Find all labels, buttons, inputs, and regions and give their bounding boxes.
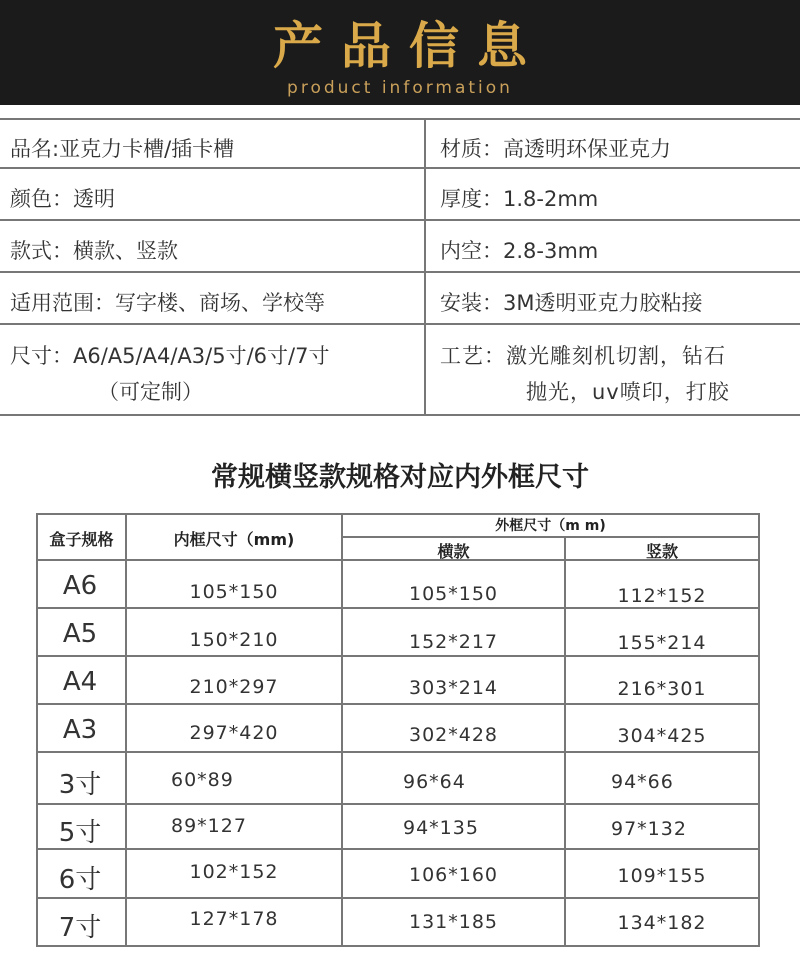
- divider: [36, 607, 760, 609]
- inner-cell: 102*152: [189, 861, 279, 883]
- header-outer-size: 外框尺寸（m m): [495, 518, 606, 534]
- divider: [36, 897, 760, 899]
- info-row: [0, 118, 800, 166]
- spec-cell: A5: [62, 619, 98, 649]
- header-horizontal: 横款: [437, 542, 470, 561]
- info-row: [0, 271, 800, 323]
- craft: [440, 340, 730, 406]
- craft-line-2: 抛光，uv喷印，打胶: [526, 380, 730, 404]
- inner-cell: 210*297: [189, 676, 279, 698]
- header-vertical: 竖款: [645, 542, 678, 561]
- header-inner-size: 内框尺寸（mm): [173, 530, 295, 549]
- size-line-2: （可定制）: [98, 380, 203, 404]
- vertical-cell: 97*132: [611, 818, 687, 840]
- divider: [424, 118, 426, 416]
- horizontal-cell: 96*64: [403, 771, 466, 793]
- page-title: 产品信息: [273, 17, 545, 75]
- vertical-cell: 112*152: [617, 585, 707, 607]
- table-title: 常规横竖款规格对应内外框尺寸: [211, 462, 589, 493]
- spec-cell: A3: [62, 715, 98, 745]
- divider: [36, 655, 760, 657]
- header-banner: [0, 0, 800, 105]
- vertical-cell: 109*155: [617, 865, 707, 887]
- spec-table: [36, 513, 760, 947]
- spec-cell: 5寸: [58, 818, 102, 848]
- info-row: [0, 323, 800, 416]
- page-subtitle: product information: [287, 78, 513, 98]
- spec-cell: 3寸: [58, 770, 102, 800]
- inner-cell: 150*210: [189, 629, 279, 651]
- horizontal-cell: 302*428: [408, 724, 499, 746]
- horizontal-cell: 106*160: [408, 864, 499, 886]
- vertical-cell: 155*214: [617, 632, 707, 654]
- size: [10, 340, 329, 406]
- spec-cell: 6寸: [58, 865, 102, 895]
- product-name: 品名:亚克力卡槽/插卡槽: [10, 137, 235, 161]
- spec-cell: A4: [62, 667, 98, 697]
- divider: [36, 803, 760, 805]
- craft-line-1: 工艺：激光雕刻机切割，钻石: [440, 344, 726, 368]
- divider: [36, 848, 760, 850]
- vertical-cell: 216*301: [617, 678, 707, 700]
- size-line-1: 尺寸：A6/A5/A4/A3/5寸/6寸/7寸: [10, 344, 330, 368]
- inner-cell: 297*420: [189, 722, 279, 744]
- horizontal-cell: 152*217: [408, 631, 499, 653]
- divider: [758, 513, 760, 947]
- divider: [36, 945, 760, 947]
- material: 材质：高透明环保亚克力: [440, 137, 671, 161]
- style: 款式：横款、竖款: [10, 239, 178, 263]
- divider: [0, 414, 800, 416]
- inner-cell: 60*89: [171, 769, 234, 791]
- inner-cell: 127*178: [189, 908, 279, 930]
- info-row: [0, 167, 800, 218]
- vertical-cell: 94*66: [611, 771, 674, 793]
- spec-cell: 7寸: [58, 913, 102, 943]
- thickness: 厚度：1.8-2mm: [440, 187, 599, 211]
- divider: [341, 536, 760, 538]
- vertical-cell: 304*425: [617, 725, 707, 747]
- divider: [36, 751, 760, 753]
- horizontal-cell: 131*185: [408, 911, 499, 933]
- usage: 适用范围：写字楼、商场、学校等: [10, 291, 325, 315]
- inner-cell: 89*127: [171, 815, 247, 837]
- header-box-spec: 盒子规格: [49, 530, 114, 549]
- horizontal-cell: 105*150: [408, 583, 499, 605]
- horizontal-cell: 94*135: [403, 817, 479, 839]
- horizontal-cell: 303*214: [408, 677, 499, 699]
- vertical-cell: 134*182: [617, 912, 707, 934]
- spec-cell: A6: [62, 571, 98, 601]
- info-row: [0, 219, 800, 270]
- color: 颜色：透明: [10, 187, 115, 211]
- divider: [36, 703, 760, 705]
- inner-space: 内空：2.8-3mm: [440, 239, 599, 263]
- inner-cell: 105*150: [189, 581, 279, 603]
- installation: 安装：3M透明亚克力胶粘接: [440, 291, 703, 315]
